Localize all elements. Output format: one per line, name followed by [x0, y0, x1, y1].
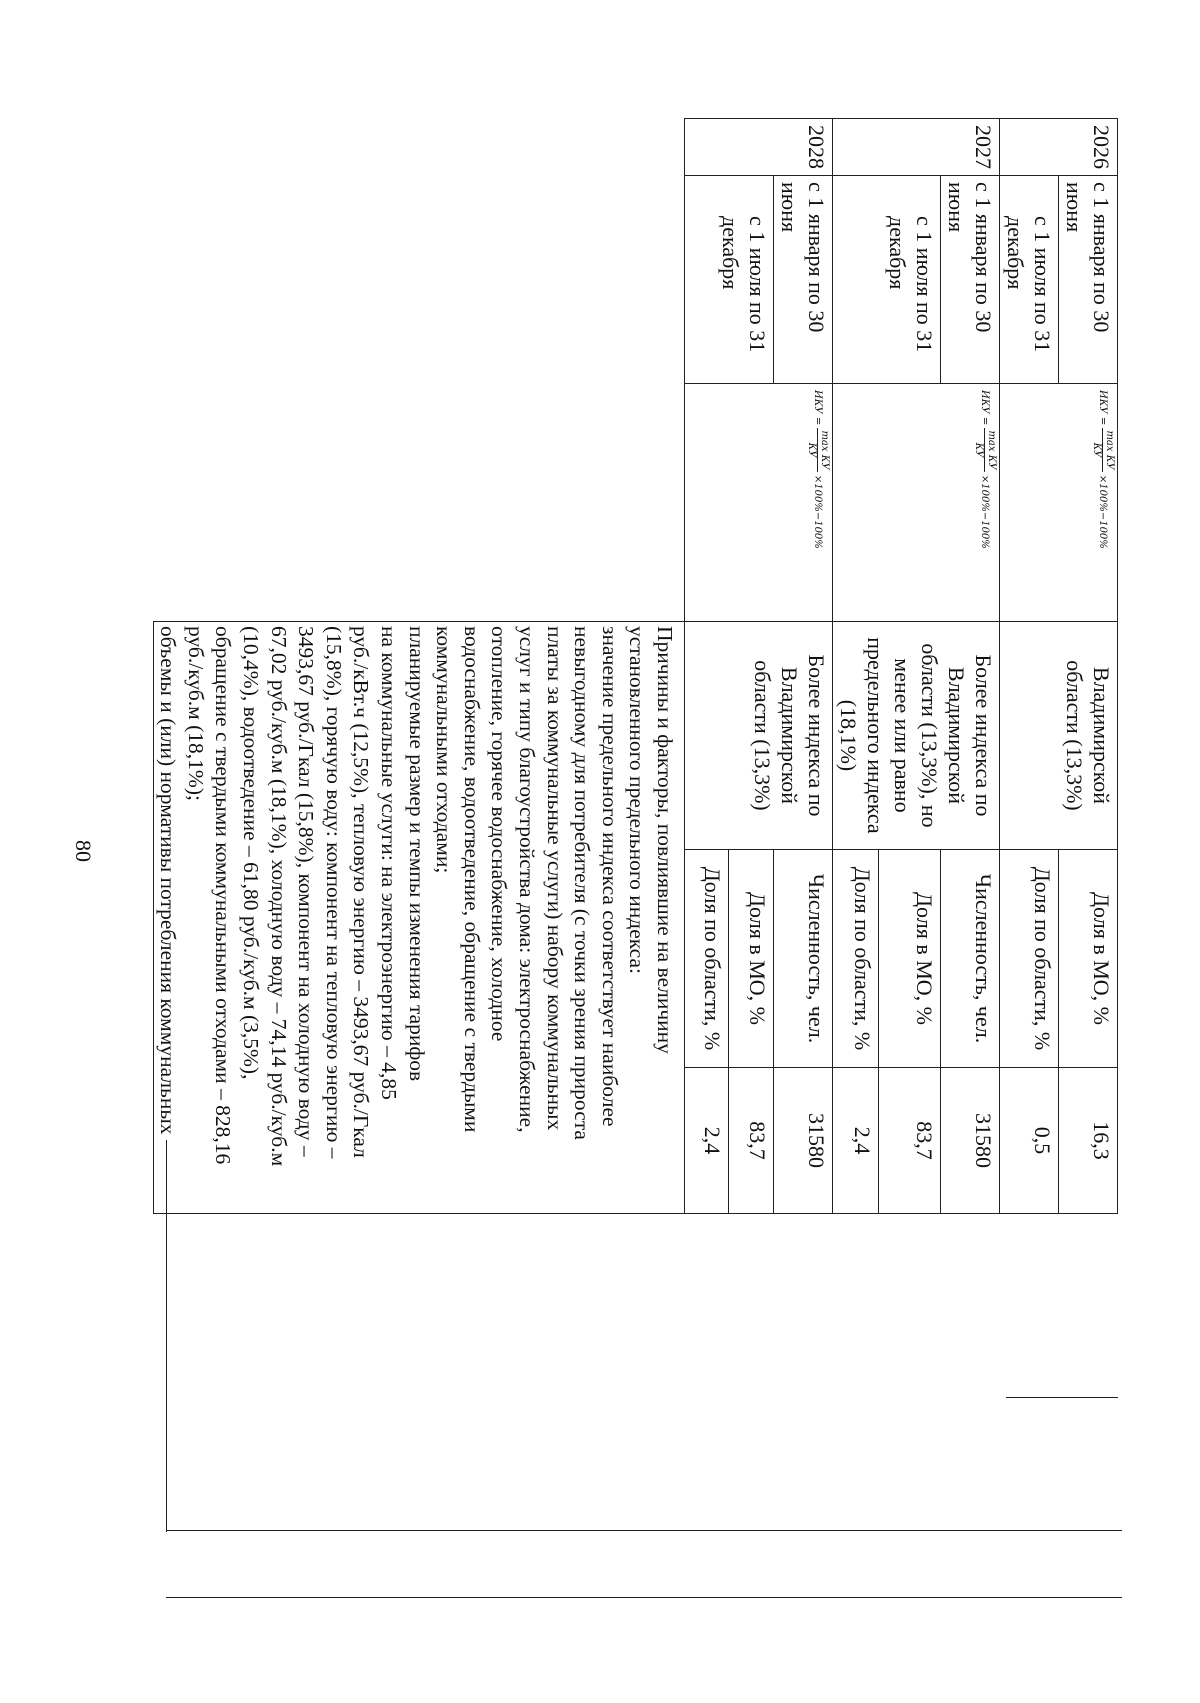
indicator-value: 31580	[774, 1068, 833, 1214]
table-row	[153, 119, 684, 1214]
indicator-label: Доля по области, %	[685, 850, 729, 1068]
indicator-label: Доля по области, %	[833, 850, 879, 1068]
indicator-label: Доля по области, %	[1000, 850, 1059, 1068]
indicator-value: 0,5	[1000, 1068, 1059, 1214]
indicator-label: Доля в МО, %	[729, 850, 774, 1068]
indicator-value: 83,7	[729, 1068, 774, 1214]
table-row	[1059, 119, 1118, 1214]
page-number: 80	[71, 840, 96, 862]
indicator-label: Доля в МО, %	[1059, 850, 1118, 1068]
period-cell: с 1 июля по 31 декабря	[685, 176, 774, 384]
period-cell: с 1 января по 30 июня	[941, 176, 1000, 384]
rotated-table-sheet	[156, 118, 1118, 1512]
indicator-label: Численность, чел.	[774, 850, 833, 1068]
condition-cell: Более индекса по Владимирской области (13,3%), но менее или равно предельного индекса (18,1%)	[833, 622, 1000, 850]
bottom-rule	[166, 1530, 1122, 1531]
period-cell: с 1 июля по 31 декабря	[833, 176, 941, 384]
reasons-cell: Причины и факторы, повлиявшие на величину установленного предельного индекса: значение предельного индекса соответствует наиболее невыгодному для потребителя (с точки зрения прироста платы за коммунальные услуги) набору коммунальных услуг и типу благоустройства дома: электроснабжение, отопление, горячее водоснабжение, холодное водоснабжение, водоотведение, обращение с твердыми коммунальными отходами; планируемые размер и темпы изменения тарифов на коммунальные услуги: на электроэнергию – 4,85 руб./кВт.ч (12,5%), тепловую энергию – 3493,67 руб./Гкал (15,8%), горячую воду: компонент на тепловую энергию – 3493,67 руб./Гкал (15,8%), компонент на холодную воду – 67,02 руб./куб.м (18,1%), холодную воду – 74,14 руб./куб.м (10,4%), водоотведение – 61,80 руб./куб.м (3,5%), обращение с твердыми коммунальными отходами – 828,16 руб./куб.м (18,1%); объемы и (или) нормативы потребления коммунальных	[153, 622, 684, 1214]
indicator-value: 31580	[941, 1068, 1000, 1214]
tariff-index-table	[153, 118, 1118, 1214]
bottom-rule	[166, 1597, 1122, 1598]
indicator-label: Доля в МО, %	[879, 850, 941, 1068]
table-row	[774, 119, 833, 1214]
year-cell: 2028	[685, 119, 833, 176]
year-cell: 2027	[833, 119, 1000, 176]
formula-cell: ИКУ = max КУ КУ ×100%−100%	[1000, 384, 1118, 622]
table-row	[941, 119, 1000, 1214]
formula-cell: ИКУ = max КУ КУ ×100%−100%	[833, 384, 1000, 622]
condition-cell: Владимирской области (13,3%)	[1000, 622, 1118, 850]
indicator-value: 83,7	[879, 1068, 941, 1214]
formula-cell: ИКУ = max КУ КУ ×100%−100%	[685, 384, 833, 622]
table-left-edge	[166, 1140, 167, 1532]
period-cell: с 1 января по 30 июня	[774, 176, 833, 384]
indicator-value: 2,4	[685, 1068, 729, 1214]
indicator-label: Численность, чел.	[941, 850, 1000, 1068]
empty-cell	[153, 119, 684, 622]
period-cell: с 1 января по 30 июня	[1059, 176, 1118, 384]
year-cell: 2026	[1000, 119, 1118, 176]
continuation-rule	[1006, 1397, 1118, 1398]
period-cell: с 1 июля по 31 декабря	[1000, 176, 1059, 384]
indicator-value: 2,4	[833, 1068, 879, 1214]
indicator-value: 16,3	[1059, 1068, 1118, 1214]
condition-cell: Более индекса по Владимирской области (13,3%)	[685, 622, 833, 850]
